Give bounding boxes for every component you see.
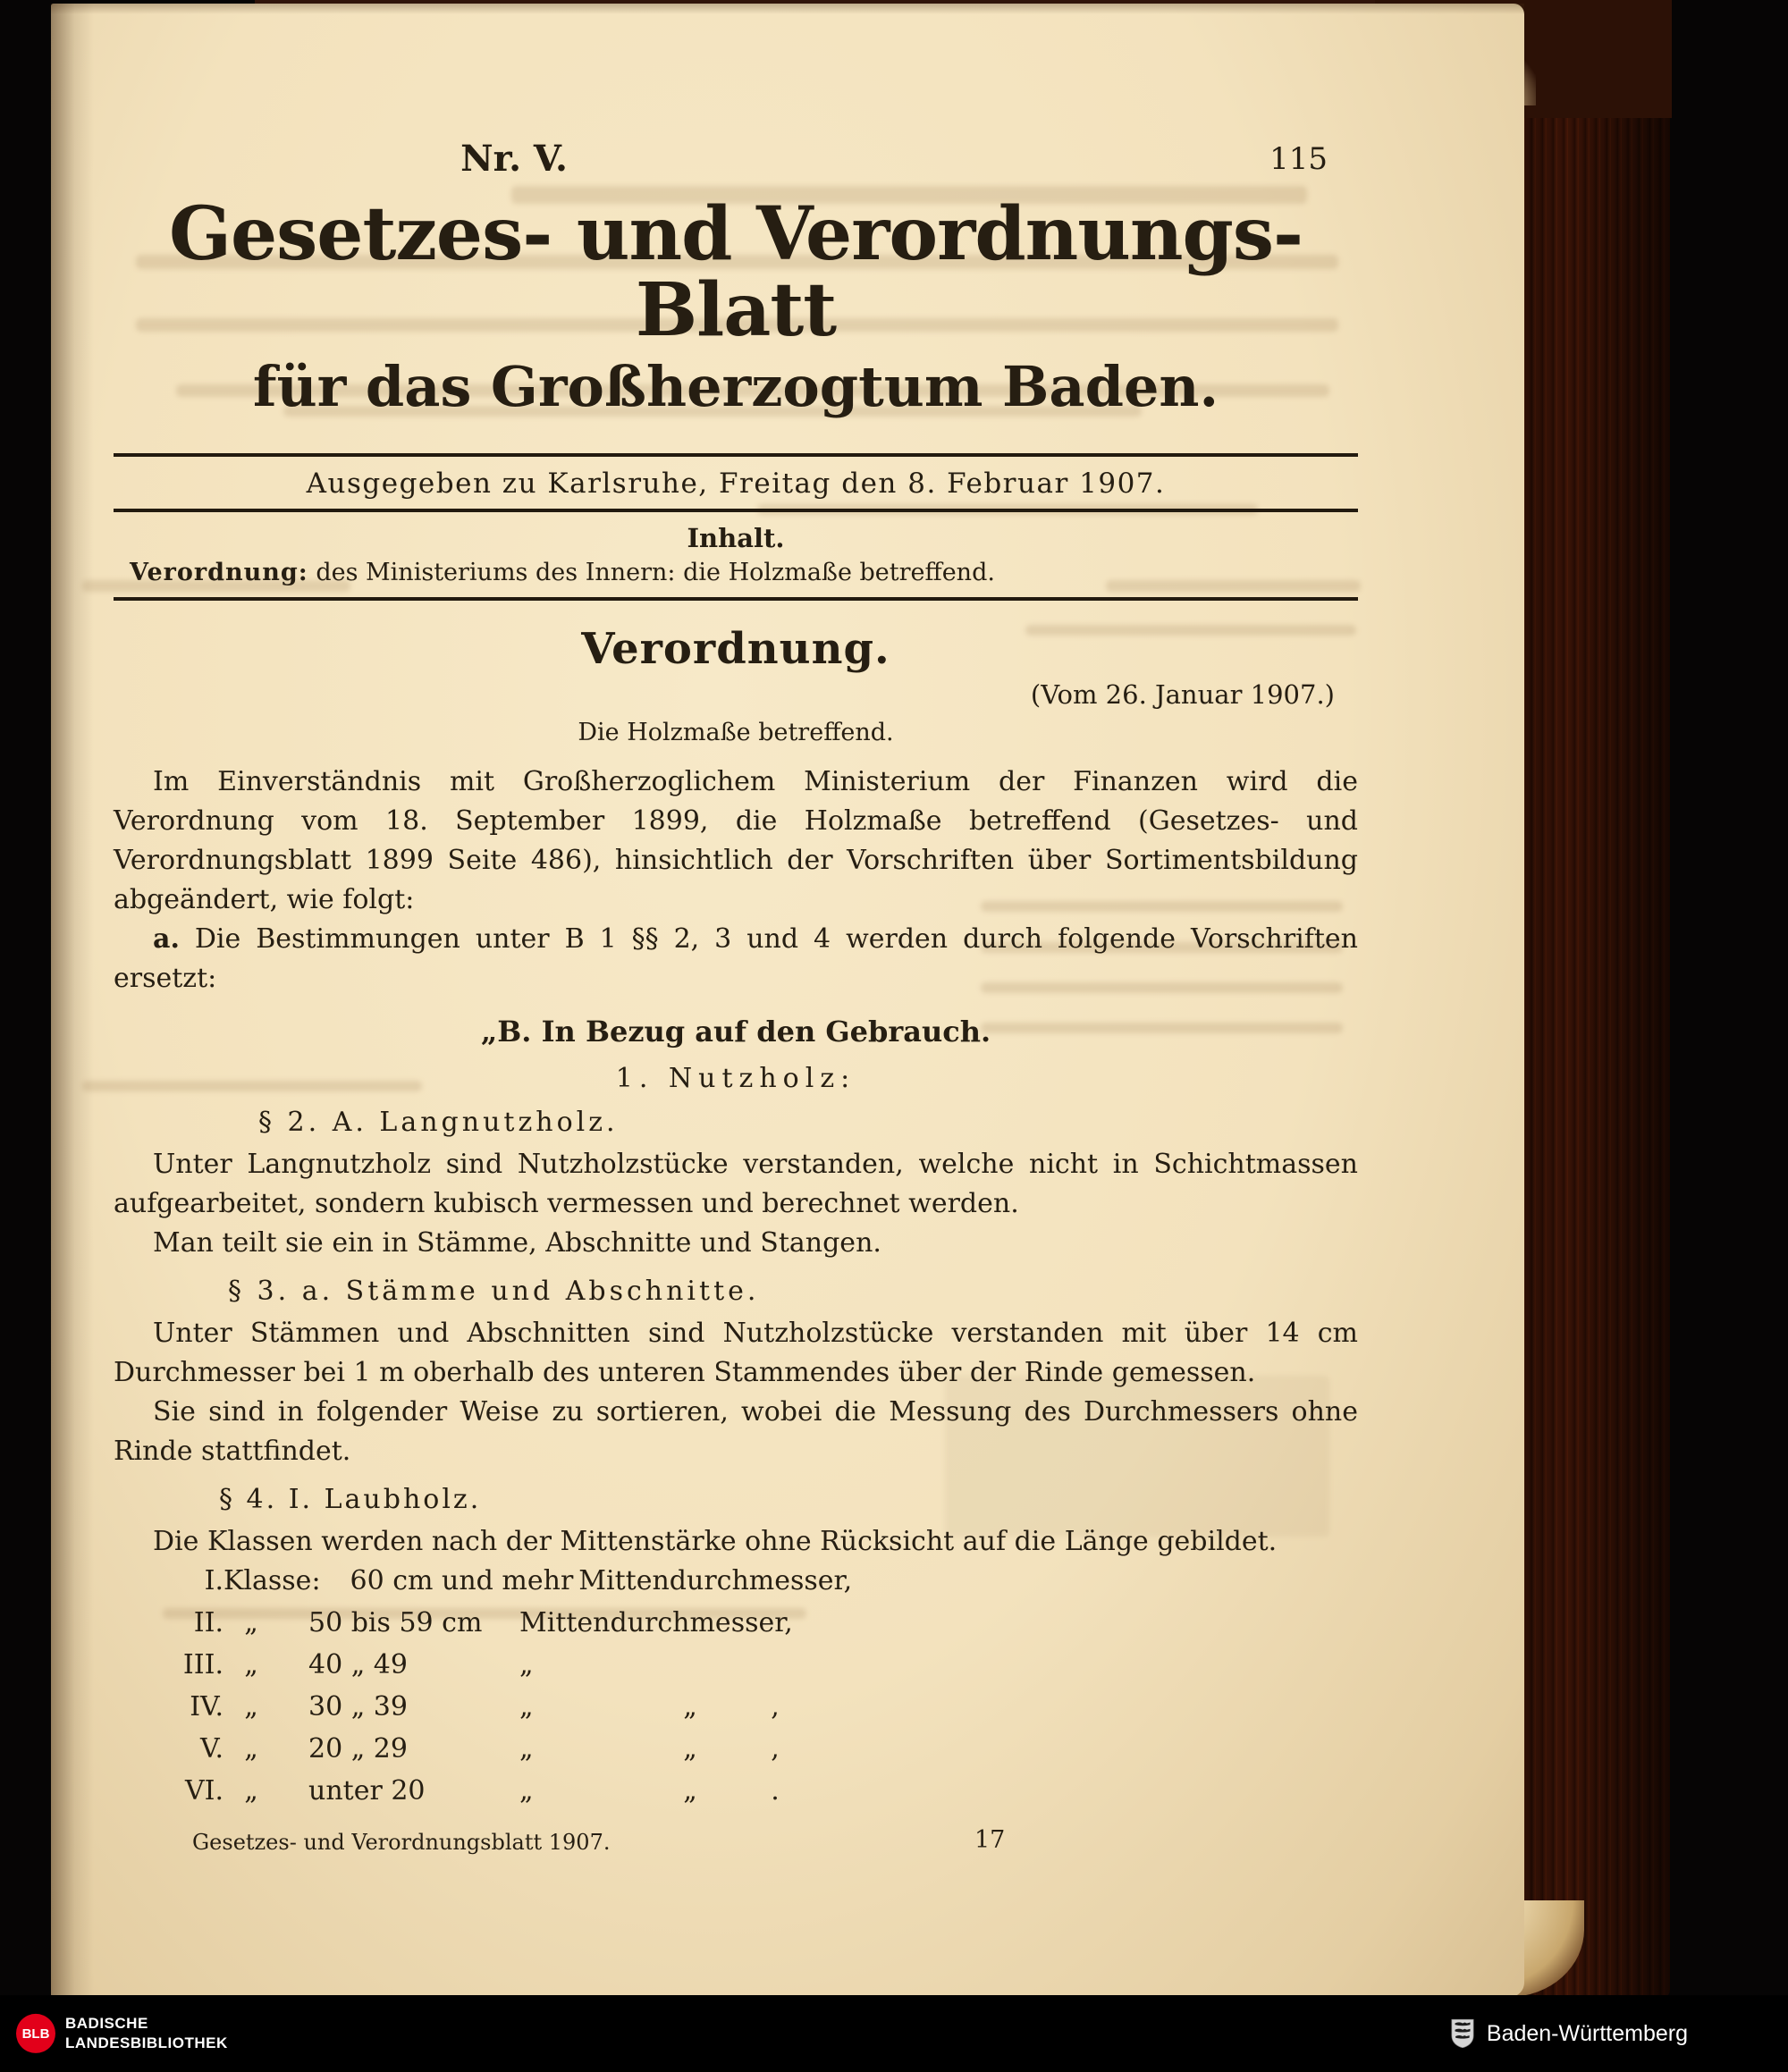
class-range: unter 20 [308, 1774, 426, 1807]
class-ditto: „ [244, 1732, 258, 1765]
page-number: 115 [1269, 141, 1328, 177]
blb-logo-icon [16, 2014, 55, 2053]
class-suffix: „ [519, 1774, 534, 1807]
running-head [114, 138, 1358, 184]
size-class-table [114, 1565, 1358, 1817]
section-2-heading: § 2. A. Langnutzholz. [258, 1106, 619, 1138]
baden-wuerttemberg-mark[interactable] [1449, 2018, 1688, 2049]
section-4-heading: § 4. I. Laubholz. [219, 1483, 482, 1515]
class-extra-ditto: „ [683, 1774, 697, 1807]
class-numeral: VI. [184, 1774, 224, 1807]
class-numeral: III. [182, 1648, 224, 1680]
library-name-line2: LANDESBIBLIOTHEK [65, 2034, 228, 2051]
class-extra-ditto: „ [683, 1732, 697, 1765]
nutzholz-heading: 1. Nutzholz: [615, 1062, 856, 1094]
class-suffix: Mittendurchmesser, [519, 1606, 793, 1638]
scanned-page [51, 4, 1524, 1997]
footer-imprint: Gesetzes- und Verordnungsblatt 1907. [192, 1829, 611, 1855]
blb-logo-text: BLB [21, 2026, 50, 2042]
class-range: 40 „ 49 [308, 1648, 408, 1680]
horizontal-rule [114, 509, 1358, 512]
imprint-line: Ausgegeben zu Karlsruhe, Freitag den 8. Februar 1907. [306, 467, 1166, 500]
blb-library-logo[interactable] [16, 2014, 228, 2053]
section-3-heading: § 3. a. Stämme und Abschnitte. [228, 1275, 760, 1307]
decree-date: (Vom 26. Januar 1907.) [1030, 678, 1335, 710]
table-row [114, 1775, 1358, 1817]
horizontal-rule [114, 453, 1358, 457]
class-punctuation: , [771, 1690, 780, 1722]
table-row [114, 1649, 1358, 1691]
page-footer-line [114, 1824, 1358, 1862]
class-numeral: II. [193, 1606, 224, 1638]
class-suffix: Mittendurchmesser, [578, 1564, 853, 1596]
book-fore-edge [1522, 0, 1670, 1999]
class-punctuation: . [771, 1774, 780, 1807]
library-name-line1: BADISCHE [65, 2014, 148, 2032]
item-a-text: Die Bestimmungen unter B 1 §§ 2, 3 und 4 werden durch folgende Vorschriften ersetzt: [114, 922, 1358, 994]
contents-heading: Inhalt. [687, 522, 785, 553]
section-b-heading: „B. In Bezug auf den Gebrauch. [480, 1014, 991, 1049]
section-3-paragraph-1: Unter Stämmen und Abschnitten sind Nutzholzstücke verstanden mit über 14 cm Durchmesser bei 1 m oberhalb des unteren Stammendes über der Rinde gemessen. [114, 1317, 1358, 1388]
table-row [114, 1565, 1358, 1607]
section-2-paragraph-1: Unter Langnutzholz sind Nutzholzstücke verstanden, welche nicht in Schichtmassen aufgearbeitet, sondern kubisch vermessen und berechnet werden. [114, 1148, 1358, 1219]
item-a-label: a. [153, 922, 180, 955]
masthead-title-line1: Gesetzes- und Verordnungs-Blatt [168, 191, 1303, 354]
state-name: Baden-Württemberg [1486, 2020, 1688, 2046]
class-range: 60 cm und mehr [350, 1564, 574, 1596]
class-suffix: „ [519, 1732, 534, 1765]
class-numeral: IV. [190, 1690, 224, 1722]
table-row [114, 1733, 1358, 1775]
library-name [65, 2014, 228, 2053]
decree-intro-paragraph: Im Einverständnis mit Großherzoglichem Ministerium der Finanzen wird die Verordnung vom 18. September 1899, die Holzmaße betreffend (Gesetzes- und Verordnungsblatt 1899 Seite 486), hinsichtlich der Vorschriften über Sortimentsbildung abgeändert, wie folgt: [114, 765, 1358, 915]
class-range: 30 „ 39 [308, 1690, 408, 1722]
decree-subject: Die Holzmaße betreffend. [578, 718, 894, 746]
horizontal-rule [114, 597, 1358, 601]
class-suffix: „ [519, 1648, 534, 1680]
decree-item-a [114, 920, 1358, 998]
class-suffix: „ [519, 1690, 534, 1722]
section-4-paragraph-1: Die Klassen werden nach der Mittenstärke ohne Rücksicht auf die Länge gebildet. [153, 1525, 1278, 1557]
sheet-signature: 17 [974, 1825, 1006, 1854]
class-numeral: I. [204, 1564, 224, 1596]
class-ditto: „ [244, 1648, 258, 1680]
viewer-footer-bar [0, 1995, 1788, 2072]
table-row [114, 1607, 1358, 1649]
section-2-paragraph-2: Man teilt sie ein in Stämme, Abschnitte und Stangen. [153, 1226, 881, 1259]
class-range: 50 bis 59 cm [308, 1606, 483, 1638]
class-ditto: „ [244, 1774, 258, 1807]
class-numeral: V. [200, 1732, 224, 1765]
class-range: 20 „ 29 [308, 1732, 408, 1765]
class-ditto: „ [244, 1606, 258, 1638]
class-extra-ditto: „ [683, 1690, 697, 1722]
contents-entry-label: Verordnung: [130, 558, 308, 586]
table-row [114, 1691, 1358, 1733]
class-ditto: Klasse: [224, 1564, 321, 1596]
contents-entry [114, 559, 1358, 586]
section-3-paragraph-2: Sie sind in folgender Weise zu sortieren, wobei die Messung des Durchmessers ohne Rinde stattfindet. [114, 1395, 1358, 1467]
contents-entry-text: des Ministeriums des Innern: die Holzmaße betreffend. [316, 558, 995, 586]
page-content [114, 4, 1358, 1862]
class-ditto: „ [244, 1690, 258, 1722]
decree-heading: Verordnung. [581, 623, 890, 674]
class-punctuation: , [771, 1732, 780, 1765]
issue-number: Nr. V. [460, 138, 568, 180]
masthead-title-line2: für das Großherzogtum Baden. [252, 353, 1219, 419]
coat-of-arms-icon [1449, 2018, 1476, 2049]
